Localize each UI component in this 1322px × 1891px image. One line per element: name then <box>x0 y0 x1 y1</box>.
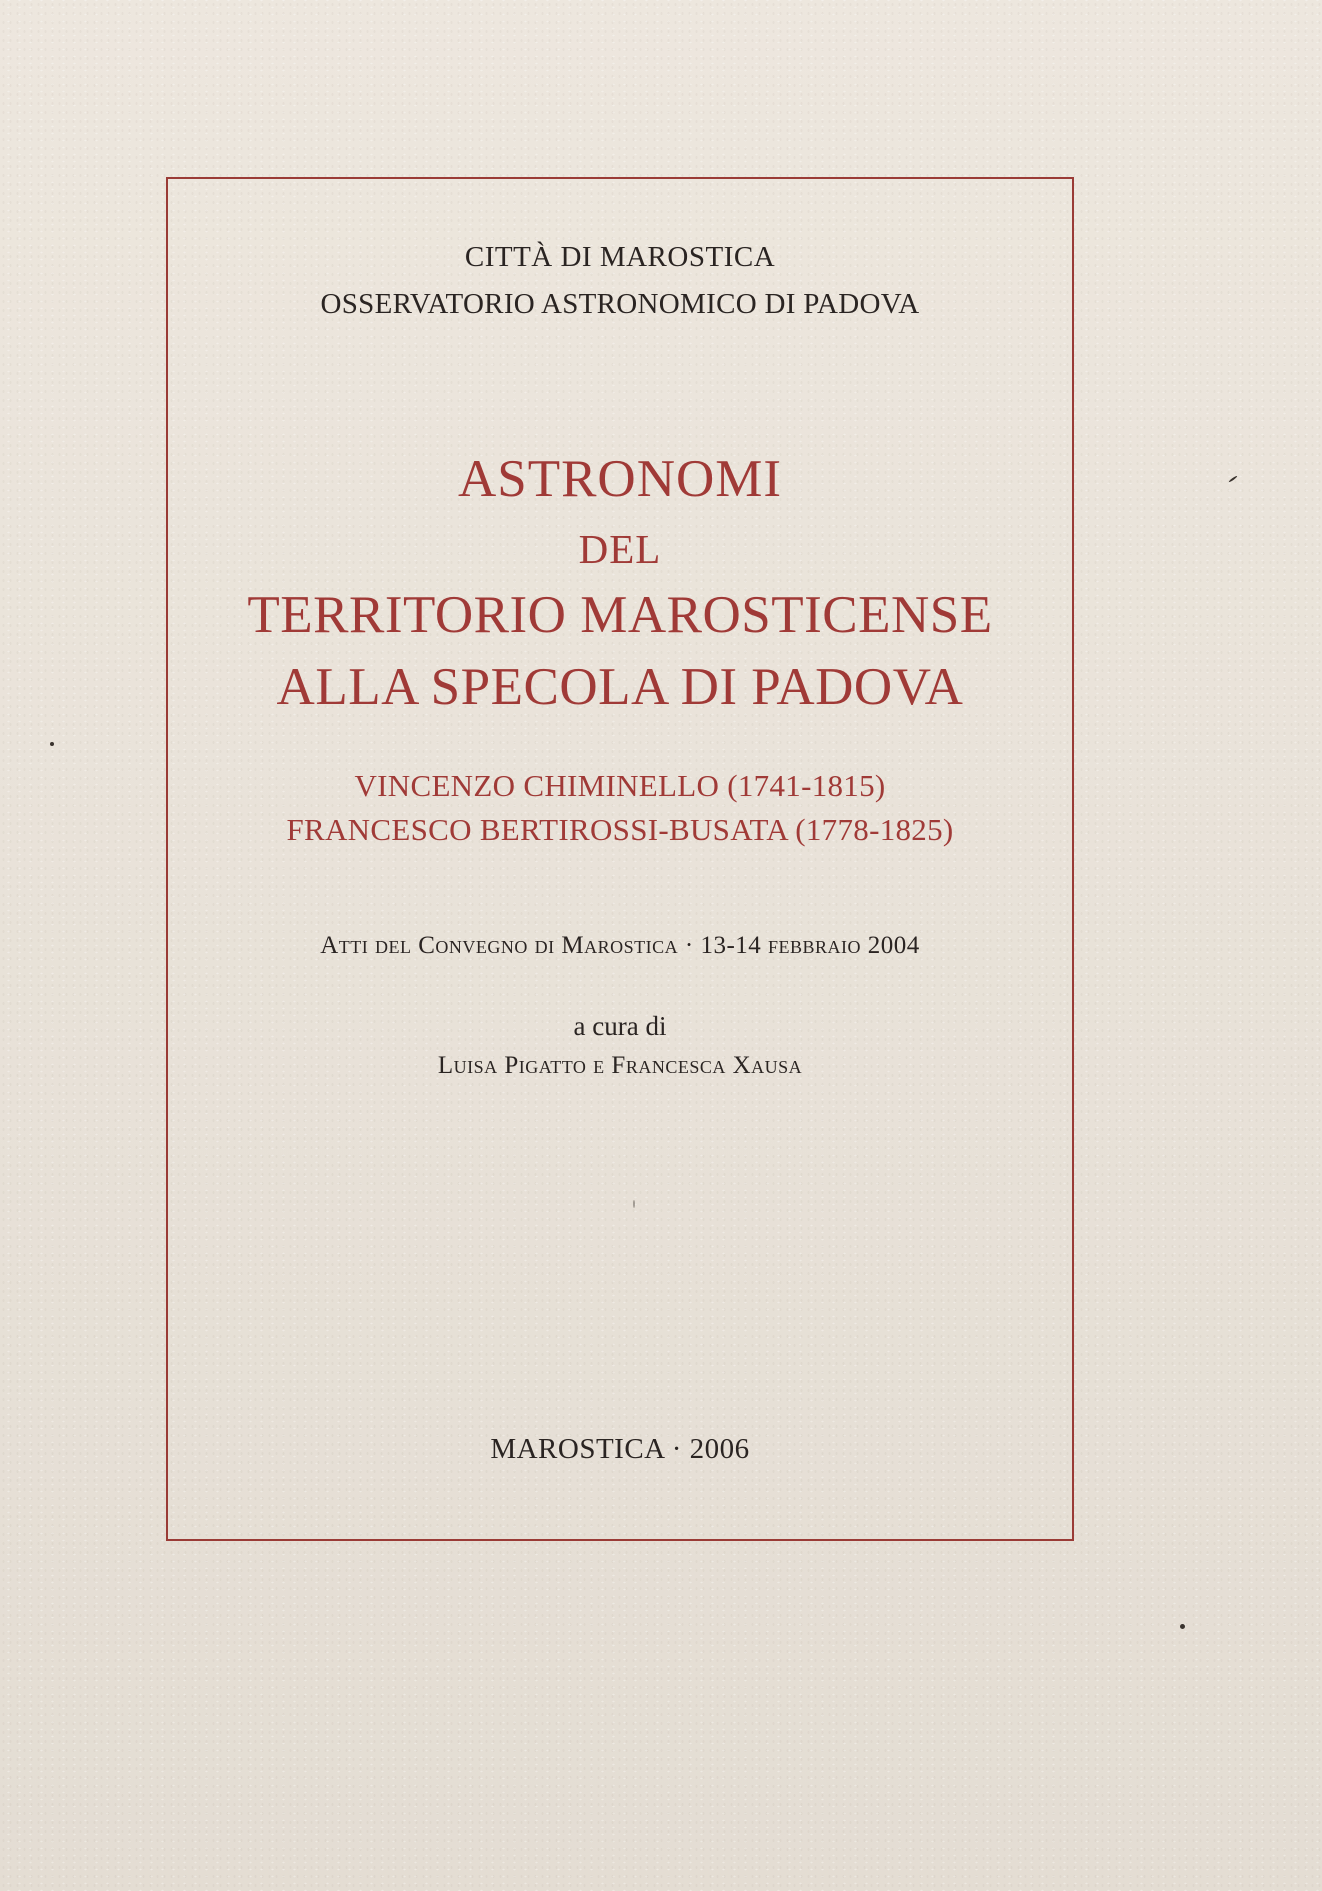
title-line-2: DEL <box>578 526 662 572</box>
title-line-1: ASTRONOMI <box>457 450 783 508</box>
paper-speck <box>1228 475 1237 482</box>
paper-speck <box>1180 1624 1185 1629</box>
proceedings-line: Atti del Convegno di Marostica · 13-14 febbraio 2004 <box>320 932 920 959</box>
title-line-4: ALLA SPECOLA DI PADOVA <box>276 658 964 716</box>
title-line-3: TERRITORIO MAROSTICENSE <box>247 586 993 644</box>
subtitle-line-2: FRANCESCO BERTIROSSI-BUSATA (1778-1825) <box>286 812 954 847</box>
paper-speck <box>50 742 54 746</box>
institution-line-1: CITTÀ DI MAROSTICA <box>464 241 776 273</box>
institution-line-2: OSSERVATORIO ASTRONOMICO DI PADOVA <box>320 288 920 320</box>
subtitle-line-1: VINCENZO CHIMINELLO (1741-1815) <box>354 768 886 803</box>
editors-names: Luisa Pigatto e Francesca Xausa <box>437 1052 803 1079</box>
cover-border-frame <box>166 177 1074 1541</box>
imprint-place-year: MAROSTICA · 2006 <box>490 1433 750 1465</box>
paper-speck <box>633 1200 635 1208</box>
editors-label: a cura di <box>573 1011 667 1041</box>
